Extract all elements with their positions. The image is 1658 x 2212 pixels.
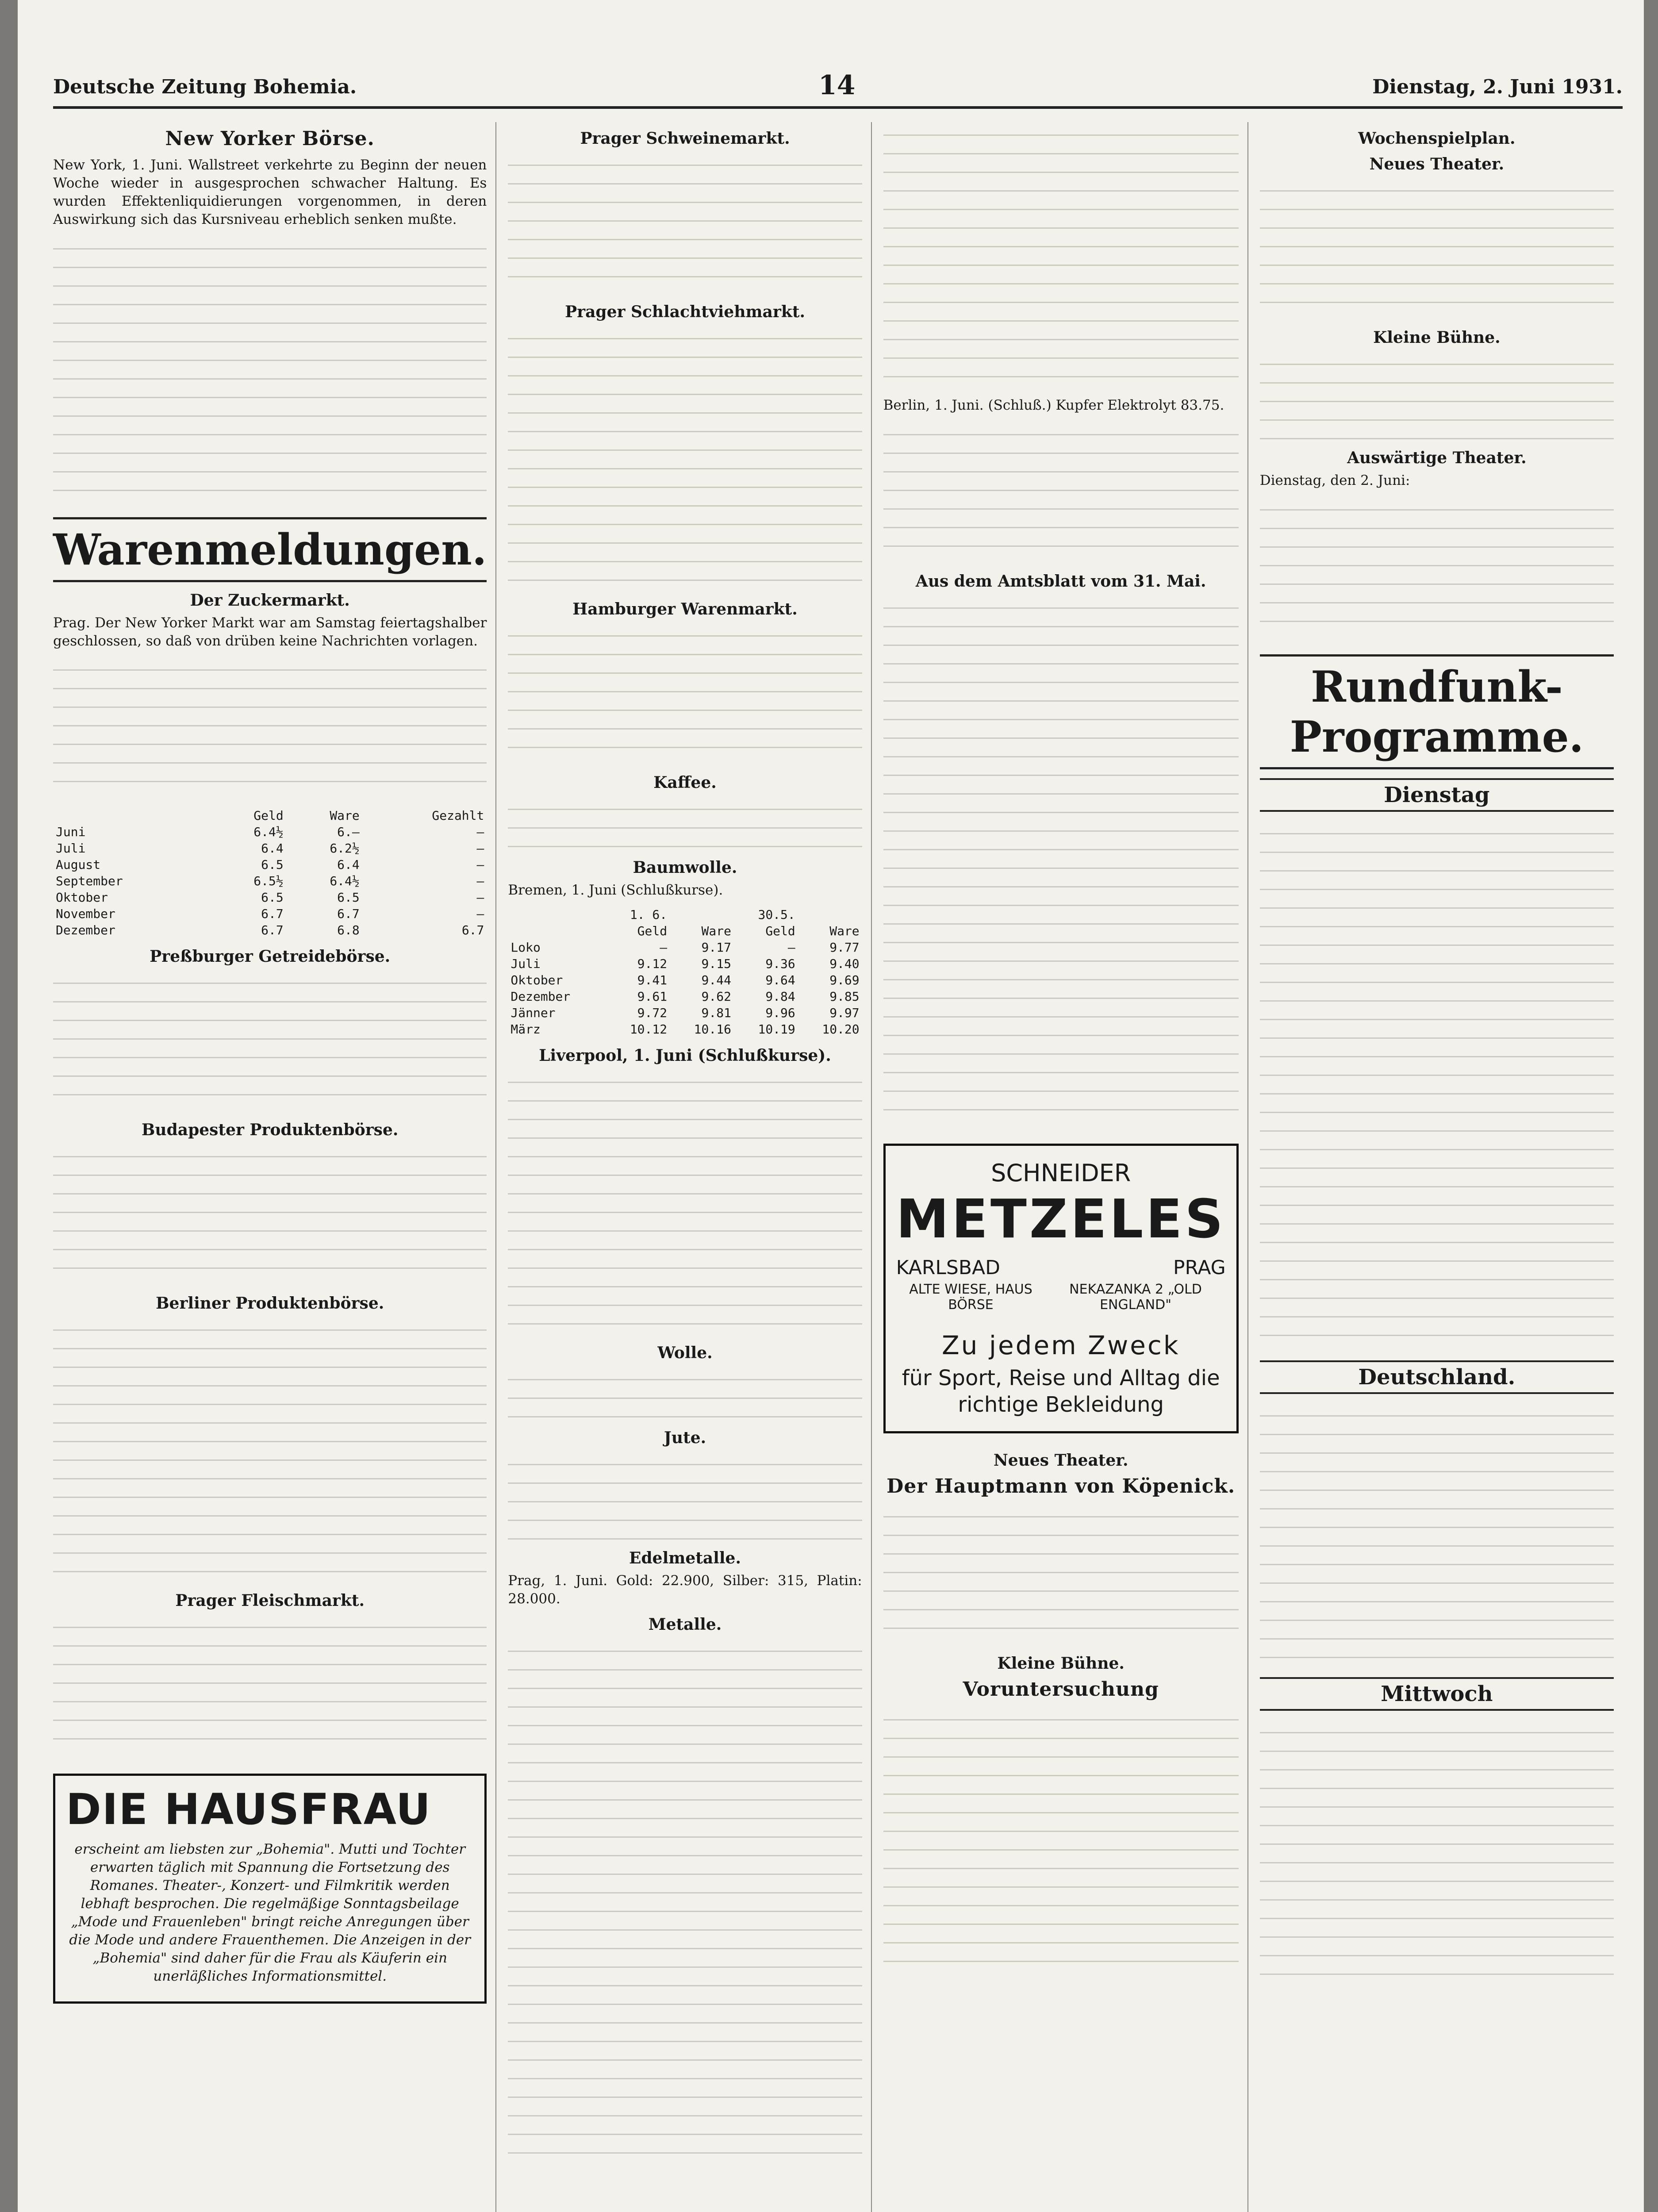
- rundfunk-heading: Rundfunk-Programme.: [1260, 654, 1614, 769]
- warenmeldungen-heading: Warenmeldungen.: [53, 517, 487, 582]
- edelmetalle-line: Prag, 1. Juni. Gold: 22.900, Silber: 315, Platin: 28.000.: [508, 1572, 862, 1607]
- column-4: [1260, 122, 1623, 2212]
- neues-theater-schedule: [1260, 178, 1614, 319]
- berlin-produkten-heading: Berliner Produktenbörse.: [156, 1294, 384, 1313]
- ad-location-right: PRAG: [1173, 1256, 1226, 1279]
- schlachtvieh-heading: Prager Schlachtviehmarkt.: [565, 303, 805, 321]
- table-row: Dezember 9.61 9.62 9.84 9.85: [510, 989, 860, 1004]
- baumwolle-heading: Baumwolle.: [633, 858, 737, 877]
- wolle-heading: Wolle.: [657, 1343, 713, 1362]
- masthead: [53, 66, 1623, 109]
- schlachtvieh-text: [508, 326, 862, 591]
- ad-brand: SCHNEIDER: [991, 1159, 1131, 1187]
- zucker-header-row: Geld Ware Gezahlt: [253, 808, 484, 823]
- table-row: März 10.12 10.16 10.19 10.20: [510, 1022, 860, 1037]
- hamburg-heading: Hamburger Warenmarkt.: [572, 600, 798, 618]
- metalle-text: [508, 1638, 862, 2169]
- deutschland-program: [1260, 1403, 1614, 1668]
- hausfrau-ad: [53, 1774, 487, 2003]
- neues-theater-sub-heading: Neues Theater.: [1369, 155, 1504, 173]
- schweinemarkt-heading: Prager Schweinemarkt.: [580, 129, 790, 148]
- ad-address-left: ALTE WIESE, HAUS BÖRSE: [909, 1281, 1032, 1313]
- buehne-cast-list: [883, 1707, 1239, 1972]
- hausfrau-title: DIE HAUSFRAU: [66, 1785, 431, 1835]
- buehne-play-title: Voruntersuchung: [963, 1678, 1159, 1701]
- table-row: Oktober 9.41 9.44 9.64 9.69: [510, 972, 860, 987]
- table-row: Dezember 6.7 6.8 6.7: [56, 923, 484, 938]
- table-row: Juni 6.4½ 6.— —: [56, 825, 484, 840]
- metal-quotes-text: [883, 422, 1239, 563]
- bremen-line: Bremen, 1. Juni (Schlußkurse).: [508, 882, 723, 898]
- kleine-buehne-schedule: [1260, 351, 1614, 440]
- jute-heading: Jute.: [664, 1428, 706, 1447]
- metalle-heading: Metalle.: [648, 1615, 722, 1634]
- metzeles-ad: [883, 1144, 1239, 1433]
- ad-subline: für Sport, Reise und Alltag die richtige Bekleidung: [902, 1365, 1220, 1417]
- ad-address-right: NEKAZANKA 2 „OLD ENGLAND": [1069, 1281, 1202, 1313]
- metalle-continued-text: [883, 122, 1239, 388]
- neues-theater-heading: Neues Theater.: [993, 1451, 1128, 1470]
- ny-bourse-lead: New York, 1. Juni. Wallstreet verkehrte zu Beginn der neuen Woche wieder in ausgesprochen schwacher Haltung. Es wurden Effektenliquidierungen vorgenommen, in deren Auswirkung sich das Kursniveau erheblich senken mußte.: [53, 157, 487, 227]
- table-row: September 6.5½ 6.4½ —: [56, 874, 484, 889]
- zuckermarkt-heading: Der Zuckermarkt.: [190, 591, 350, 610]
- edelmetalle-heading: Edelmetalle.: [629, 1548, 741, 1567]
- fleischmarkt-text: [53, 1614, 487, 1756]
- masthead-title: Deutsche Zeitung Bohemia.: [53, 76, 357, 98]
- jute-text: [508, 1452, 862, 1540]
- zucker-table: [53, 807, 487, 938]
- ad-slogan: Zu jedem Zweck: [941, 1330, 1180, 1360]
- wochenspielplan-heading: Wochenspielplan.: [1358, 129, 1516, 148]
- mittwoch-heading: Mittwoch: [1260, 1677, 1614, 1711]
- dienstag-heading: Dienstag: [1260, 778, 1614, 812]
- table-row: Oktober 6.5 6.5 —: [56, 890, 484, 905]
- hamburg-text: [508, 623, 862, 764]
- auswaertige-schedule: [1260, 497, 1614, 638]
- table-row: August 6.5 6.4 —: [56, 857, 484, 872]
- budapest-heading: Budapester Produktenbörse.: [142, 1121, 399, 1140]
- amtsblatt-heading: Aus dem Amtsblatt vom 31. Mai.: [915, 572, 1206, 591]
- table-row: Loko — 9.17 — 9.77: [510, 940, 860, 955]
- bremen-subheader-row: Geld Ware Geld Ware: [637, 923, 860, 938]
- theater-play-title: Der Hauptmann von Köpenick.: [887, 1475, 1236, 1498]
- masthead-date: Dienstag, 2. Juni 1931.: [1372, 76, 1623, 98]
- dienstag-program: [1260, 821, 1614, 1352]
- kleine-buehne-heading: Kleine Bühne.: [997, 1654, 1125, 1673]
- column-2: [508, 122, 871, 2212]
- budapest-text: [53, 1144, 487, 1285]
- ad-addresses: [896, 1282, 1226, 1313]
- column-1: [53, 122, 496, 2212]
- scan-edge-right: [1644, 0, 1658, 2212]
- bremen-table: [508, 906, 862, 1037]
- table-row: Jänner 9.72 9.81 9.96 9.97: [510, 1005, 860, 1020]
- liverpool-tables: [508, 1069, 862, 1335]
- kaffee-text: [508, 796, 862, 849]
- deutschland-heading: Deutschland.: [1260, 1360, 1614, 1394]
- ad-location-left: KARLSBAD: [896, 1256, 1001, 1279]
- amtsblatt-text: [883, 595, 1239, 1126]
- berlin-metal-line: Berlin, 1. Juni. (Schluß.) Kupfer Elektrolyt 83.75.: [883, 397, 1224, 413]
- page-number: 14: [818, 70, 856, 101]
- column-3: [883, 122, 1248, 2212]
- liverpool-heading: Liverpool, 1. Juni (Schlußkurse).: [539, 1046, 831, 1065]
- table-row: Juli 6.4 6.2½ —: [56, 841, 484, 856]
- table-row: November 6.7 6.7 —: [56, 906, 484, 922]
- scan-edge-left: [0, 0, 18, 2212]
- mittwoch-program: [1260, 1720, 1614, 1985]
- zuckermarkt-lead: Prag. Der New Yorker Markt war am Samstag feiertagshalber geschlossen, so daß von drüben keine Nachrichten vorlagen.: [53, 614, 487, 649]
- columns: [53, 122, 1623, 2212]
- wolle-text: [508, 1367, 862, 1420]
- ny-bourse-heading: New Yorker Börse.: [165, 127, 375, 150]
- auswaertige-theater-heading: Auswärtige Theater.: [1347, 449, 1527, 467]
- table-row: Juli 9.12 9.15 9.36 9.40: [510, 956, 860, 971]
- kleine-buehne-sub-heading: Kleine Bühne.: [1373, 328, 1501, 347]
- schweinemarkt-text: [508, 152, 862, 294]
- bremen-header-row: 1. 6. 30.5.: [629, 907, 795, 922]
- pressburg-heading: Preßburger Getreidebörse.: [150, 947, 391, 966]
- berlin-produkten-text: [53, 1317, 487, 1582]
- zuckermarkt-text: [53, 657, 487, 799]
- kaffee-heading: Kaffee.: [653, 773, 717, 792]
- fleischmarkt-heading: Prager Fleischmarkt.: [175, 1591, 365, 1610]
- ny-bourse-text: [53, 236, 487, 501]
- ad-name: METZELES: [896, 1188, 1226, 1250]
- hausfrau-text: erscheint am liebsten zur „Bohemia". Mutti und Tochter erwarten täglich mit Spannung die Fortsetzung des Romanes. Theater-, Konzert- und Filmkritik werden lebhaft besprochen. Die regelmäßige Sonntagsbeilage „Mode und Frauenleben" bringt reiche Anregungen über die Mode und andere Frauenthemen. Die Anzeigen in der „Bohemia" sind daher für die Frau als Käuferin ein unerläßliches Informationsmittel.: [69, 1841, 471, 1984]
- ad-locations: [896, 1256, 1226, 1279]
- pressburg-text: [53, 970, 487, 1112]
- theater-cast-list: [883, 1504, 1239, 1645]
- auswaertige-date: Dienstag, den 2. Juni:: [1259, 472, 1410, 488]
